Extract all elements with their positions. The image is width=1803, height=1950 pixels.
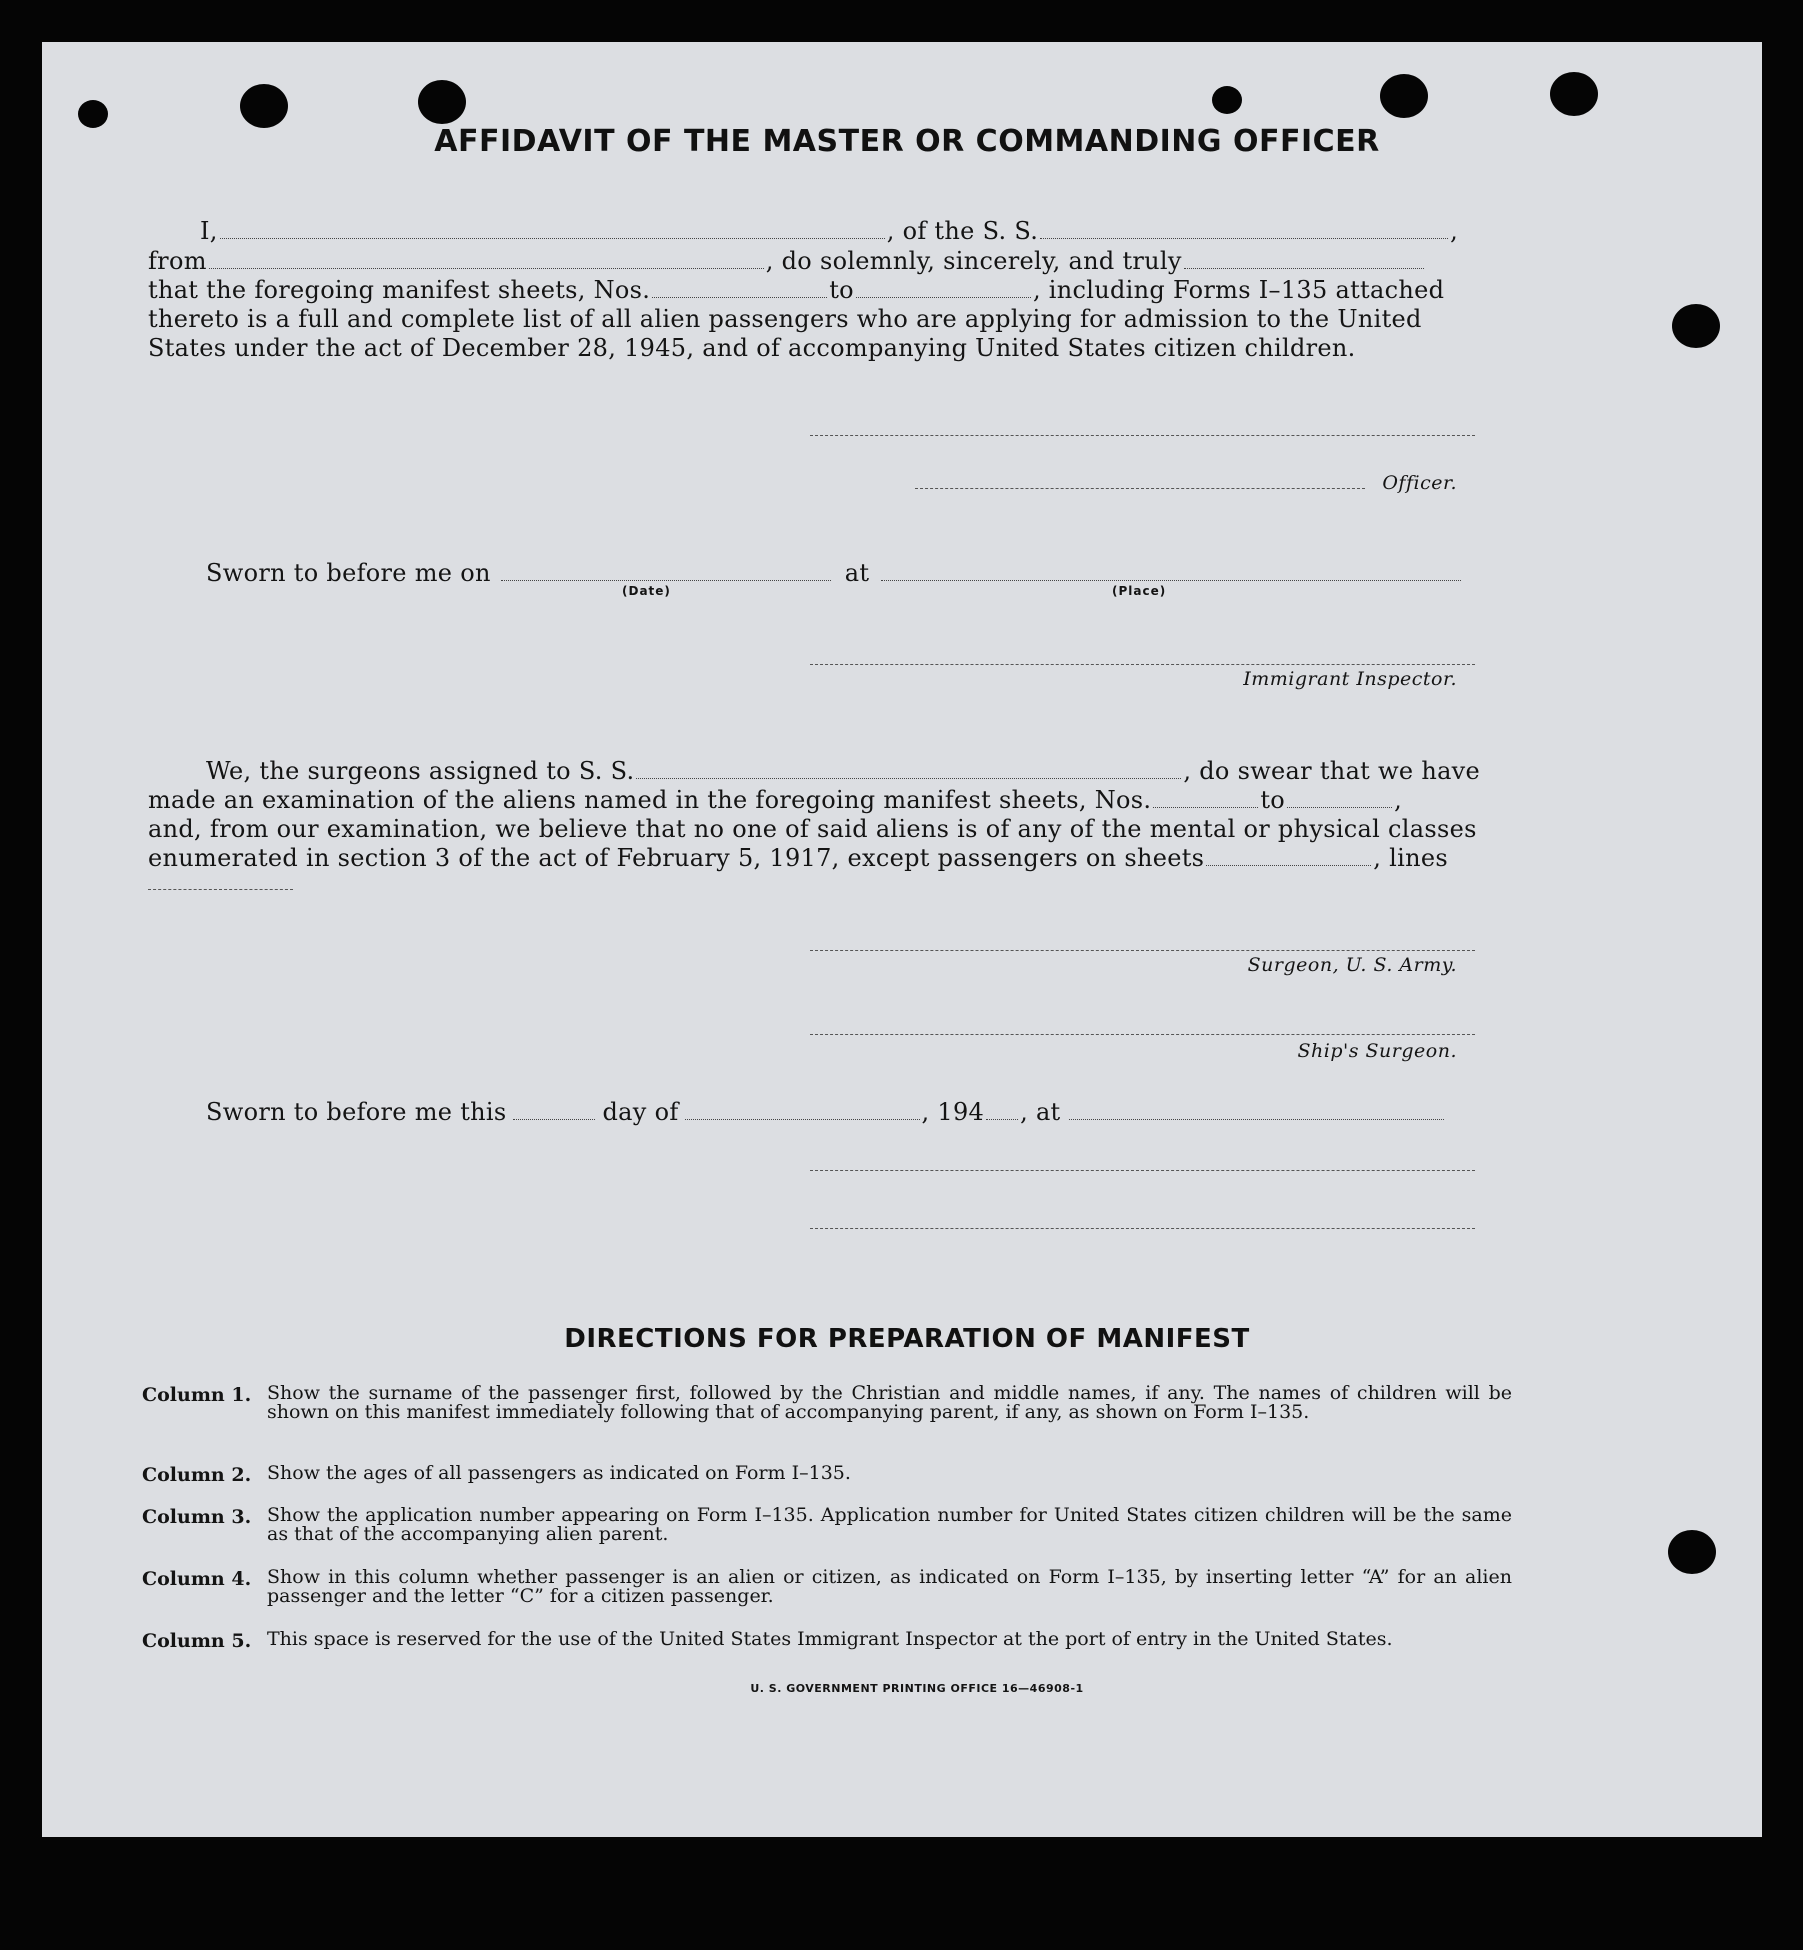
sheet-to-blank[interactable] xyxy=(856,297,1031,298)
master-statement-line-5: States under the act of December 28, 1945, and of accompanying United States citizen children. xyxy=(148,334,1356,362)
direction-label: Column 2. xyxy=(142,1464,252,1486)
exception-lines-blank[interactable] xyxy=(148,889,293,890)
ship-surgeon-signature-line[interactable] xyxy=(810,1034,1475,1035)
master-name-blank[interactable] xyxy=(220,238,885,239)
place-caption: (Place) xyxy=(1112,584,1167,598)
master-statement-line-1: I, , of the S. S. , xyxy=(200,217,1459,245)
officer-signature-line[interactable] xyxy=(915,488,1365,489)
affidavit-title: AFFIDAVIT OF THE MASTER OR COMMANDING OFFICER xyxy=(434,124,1380,159)
master-statement-line-4: thereto is a full and complete list of all alien passengers who are applying for admission to the United xyxy=(148,305,1422,333)
punch-hole xyxy=(1672,304,1720,348)
sworn-place-blank[interactable] xyxy=(881,580,1461,581)
direction-text: Show in this column whether passenger is an alien or citizen, as indicated on Form I–135, by inserting letter “A” for an alien passenger and the letter “C” for a citizen passenger. xyxy=(267,1566,1512,1607)
administering-officer-signature-line[interactable] xyxy=(810,1170,1475,1171)
direction-text: This space is reserved for the use of the United States Immigrant Inspector at the port of entry in the United States. xyxy=(267,1628,1393,1650)
sworn-month-blank[interactable] xyxy=(685,1119,920,1120)
direction-label: Column 5. xyxy=(142,1630,252,1652)
army-surgeon-label: Surgeon, U. S. Army. xyxy=(1247,954,1457,976)
sworn-date-blank[interactable] xyxy=(501,580,831,581)
document-page xyxy=(42,42,1762,1837)
direction-label: Column 4. xyxy=(142,1568,252,1590)
punch-hole xyxy=(1380,74,1428,118)
sheet-from-blank[interactable] xyxy=(652,297,827,298)
direction-label: Column 3. xyxy=(142,1506,252,1528)
surgeon-statement-line-1: We, the surgeons assigned to S. S. , do swear that we have xyxy=(206,757,1481,785)
surgeon-ship-blank[interactable] xyxy=(636,778,1181,779)
punch-hole xyxy=(418,80,466,124)
ship-name-blank[interactable] xyxy=(1040,238,1448,239)
master-signature-line[interactable] xyxy=(810,435,1475,436)
sworn-location-blank[interactable] xyxy=(1069,1119,1444,1120)
declaration-blank[interactable] xyxy=(1184,268,1424,269)
surgeon-sheet-to-blank[interactable] xyxy=(1287,807,1392,808)
surgeon-sheet-from-blank[interactable] xyxy=(1153,807,1258,808)
inspector-signature-line[interactable] xyxy=(810,664,1475,665)
sworn-day-line: Sworn to before me this day of , 194 , at xyxy=(206,1098,1446,1126)
punch-hole xyxy=(1550,72,1598,116)
army-surgeon-signature-line[interactable] xyxy=(810,950,1475,951)
punch-hole xyxy=(1212,86,1242,114)
direction-text: Show the ages of all passengers as indicated on Form I–135. xyxy=(267,1462,851,1484)
surgeon-statement-line-4: enumerated in section 3 of the act of February 5, 1917, except passengers on sheets , lines xyxy=(148,844,1448,872)
sworn-day-blank[interactable] xyxy=(513,1119,595,1120)
surgeon-statement-line-2: made an examination of the aliens named in the foregoing manifest sheets, Nos. to , xyxy=(148,786,1402,814)
master-statement-line-3: that the foregoing manifest sheets, Nos. to , including Forms I–135 attached xyxy=(148,276,1445,304)
direction-label: Column 1. xyxy=(142,1384,252,1406)
exception-sheets-blank[interactable] xyxy=(1206,865,1371,866)
direction-text: Show the surname of the passenger first, followed by the Christian and middle names, if any. The names of children will be shown on this manifest immediately following that of accompanying parent, if any, as shown on Form I–135. xyxy=(267,1382,1512,1423)
punch-hole xyxy=(1668,1530,1716,1574)
port-from-blank[interactable] xyxy=(209,268,764,269)
printing-office-imprint: U. S. GOVERNMENT PRINTING OFFICE 16—46908-1 xyxy=(750,1682,1084,1695)
directions-title: DIRECTIONS FOR PREPARATION OF MANIFEST xyxy=(564,1324,1250,1354)
ships-surgeon-label: Ship's Surgeon. xyxy=(1297,1040,1457,1062)
date-caption: (Date) xyxy=(622,584,671,598)
sworn-year-blank[interactable] xyxy=(986,1119,1018,1120)
sworn-date-line: Sworn to before me on at xyxy=(206,559,1463,587)
surgeon-statement-line-3: and, from our examination, we believe that no one of said aliens is of any of the mental or physical classes xyxy=(148,815,1477,843)
officer-label: Officer. xyxy=(1382,472,1457,494)
punch-hole xyxy=(240,84,288,128)
administering-officer-title-line[interactable] xyxy=(810,1228,1475,1229)
master-statement-line-2: from , do solemnly, sincerely, and truly xyxy=(148,247,1426,275)
immigrant-inspector-label: Immigrant Inspector. xyxy=(1243,668,1457,690)
direction-text: Show the application number appearing on Form I–135. Application number for United States citizen children will be the same as that of the accompanying alien parent. xyxy=(267,1504,1512,1545)
